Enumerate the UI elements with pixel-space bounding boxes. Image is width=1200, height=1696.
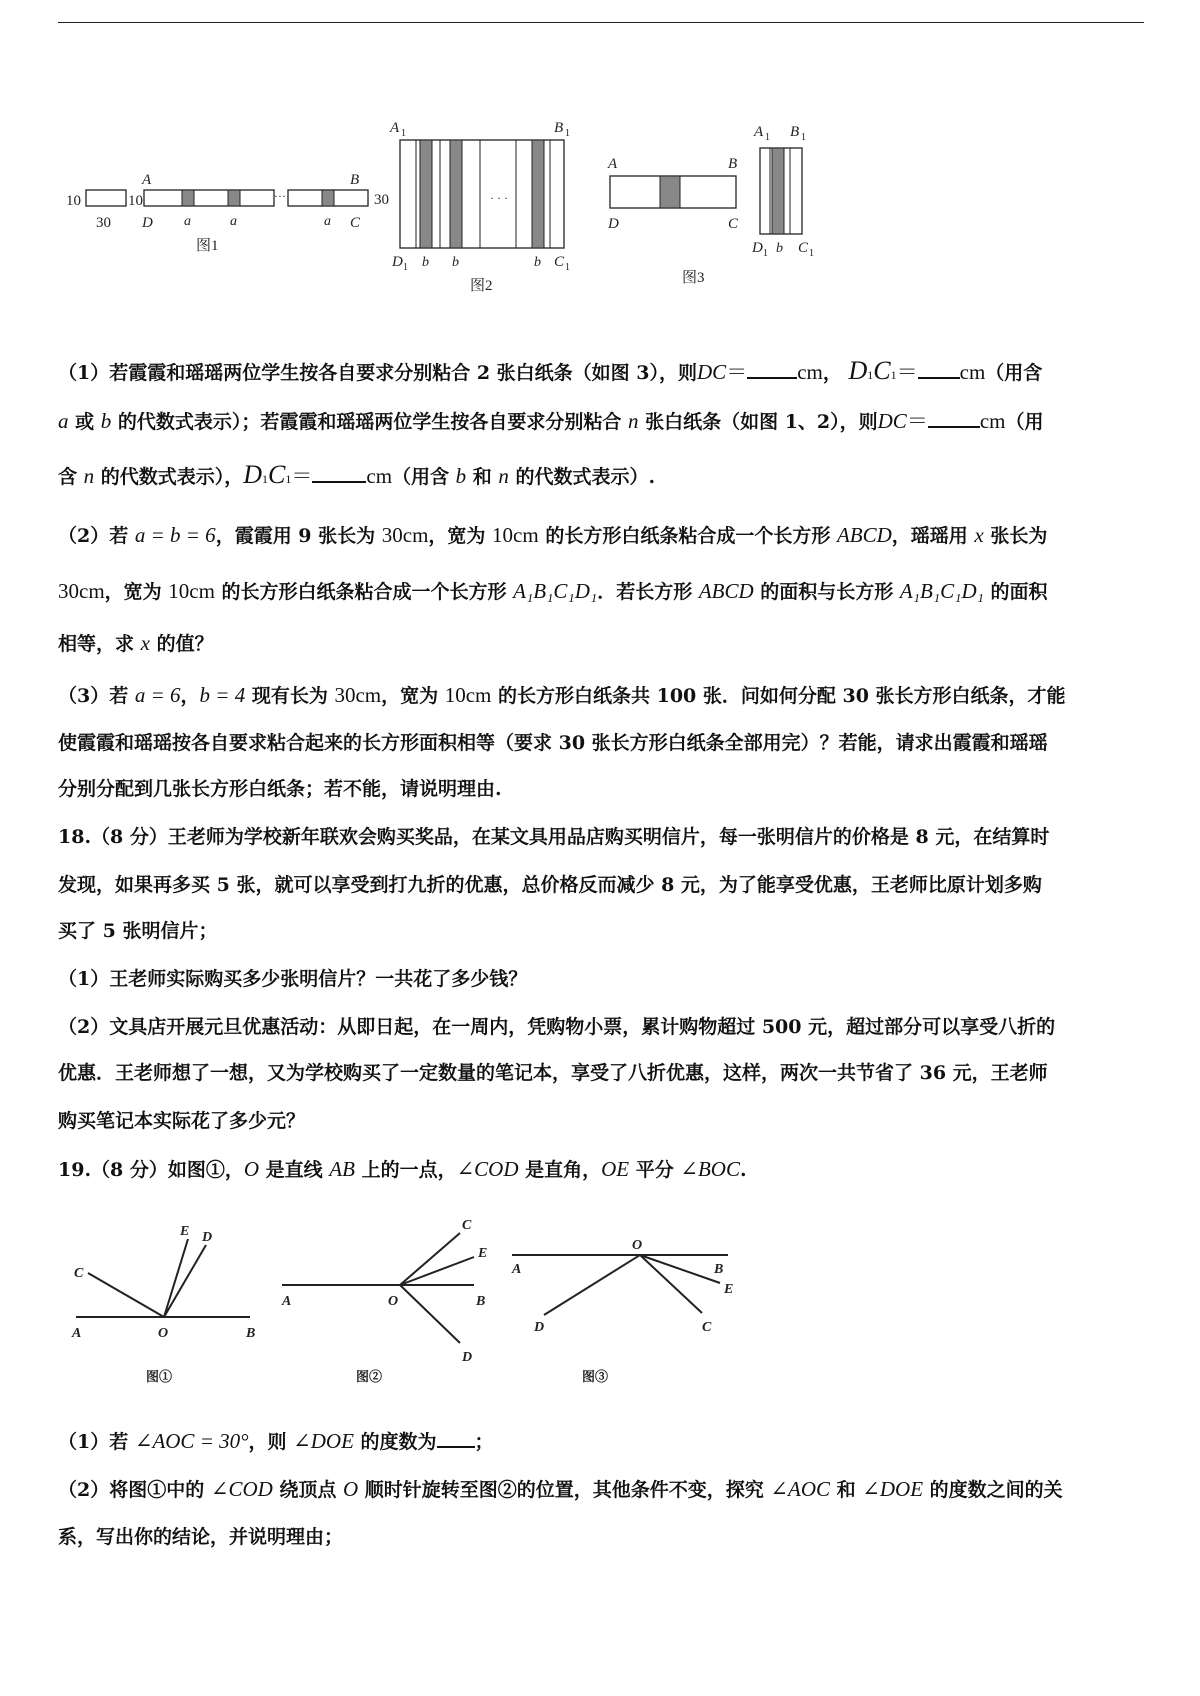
q17-part2-line1: （2）若 a = b = 6，霞霞用 9 张长为 30cm，宽为 10cm 的长方形白纸条粘合成一个长方形 ABCD，瑶瑶用 x 张长为: [58, 523, 1048, 547]
svg-text:1: 1: [403, 262, 408, 273]
figure-2: [374, 120, 570, 294]
angle-figure-1-caption: 图①: [146, 1369, 173, 1384]
svg-text:B: B: [246, 1326, 256, 1341]
fig3-label-C1: C: [798, 240, 809, 256]
q17-part3-line3: 分别分配到几张长方形白纸条；若不能，请说明理由.: [58, 778, 502, 800]
svg-text:E: E: [478, 1246, 488, 1261]
fig2-overlap-3: [532, 140, 544, 248]
angle-figure-3: [511, 1238, 733, 1384]
fig3-label-A: A: [608, 156, 618, 172]
angle-figure-3-caption: 图③: [582, 1369, 609, 1384]
fig1-width-label-2: 10: [128, 193, 143, 209]
q17-part1-line3: 含 n 的代数式表示），D1C1＝ cm（用含 b 和 n 的代数式表示）.: [58, 460, 656, 489]
fig1-width-label: 10: [66, 193, 81, 209]
fig1-overlap-3: [322, 190, 334, 206]
q19-stem: 19.（8 分）如图①，O 是直线 AB 上的一点，∠COD 是直角，OE 平分 ∠BOC.: [58, 1157, 747, 1181]
q17-part1-line2: a 或 b 的代数式表示）；若霞霞和瑶瑶两位学生按各自要求分别粘合 n 张白纸条（如图 1、2），则DC＝ cm（用: [58, 409, 1044, 433]
fig3-label-A1: A: [754, 124, 764, 140]
q17-part2-line2: 30cm，宽为 10cm 的长方形白纸条粘合成一个长方形 A₁B₁C₁D₁．若长方形 ABCD 的面积与长方形 A₁B₁C₁D₁ 的面积: [58, 579, 1048, 603]
svg-text:O: O: [388, 1294, 399, 1309]
angle-figure-1: [71, 1224, 255, 1384]
fig1-label-a3: a: [324, 214, 331, 229]
q17-part2-line3: 相等，求 x 的值？: [58, 631, 214, 655]
svg-text:1: 1: [763, 248, 768, 259]
svg-text:B: B: [714, 1262, 724, 1277]
fig3-label-D1: D: [752, 240, 763, 256]
svg-text:1: 1: [765, 132, 770, 143]
fig2-label-b1: b: [422, 255, 429, 270]
fig1-strip-chain-left: [144, 190, 274, 206]
fig3-label-B1: B: [790, 124, 800, 140]
svg-text:E: E: [724, 1282, 734, 1297]
svg-text:A: A: [282, 1294, 292, 1309]
fig2-overlap-1: [420, 140, 432, 248]
fig1-label-C: C: [350, 215, 361, 231]
q17-part3-line1: （3）若 a = 6，b = 4 现有长为 30cm，宽为 10cm 的长方形白纸条共 100 张．问如何分配 30 张长方形白纸条，才能: [58, 683, 1066, 707]
fig1-label-A: A: [142, 172, 152, 188]
angle-figure-2-caption: 图②: [356, 1369, 383, 1384]
svg-text:C: C: [74, 1266, 84, 1281]
fig1-length-label: 30: [96, 215, 111, 231]
fig3-caption: 图3: [682, 270, 705, 286]
figure-1: [66, 172, 368, 254]
fig2-label-D1: D: [392, 254, 403, 270]
svg-text:D: D: [534, 1320, 545, 1335]
angle-figure-2: [281, 1218, 487, 1384]
q19-sub2-line2: 系，写出你的结论，并说明理由；: [58, 1526, 344, 1548]
fig2-label-b3: b: [534, 255, 541, 270]
fig3-label-b: b: [776, 241, 783, 256]
svg-text:1: 1: [801, 132, 806, 143]
top-rule: [58, 22, 1144, 23]
fig1-caption: 图1: [196, 238, 219, 254]
fig1-label-a1: a: [184, 214, 191, 229]
svg-text:A: A: [512, 1262, 522, 1277]
fig2-label-B1: B: [554, 120, 564, 136]
svg-text:1: 1: [565, 262, 570, 273]
svg-text:O: O: [632, 1238, 643, 1253]
fig1-overlap-2: [228, 190, 240, 206]
svg-text:1: 1: [809, 248, 814, 259]
fig2-label-C1: C: [554, 254, 565, 270]
fig2-caption: 图2: [470, 278, 493, 294]
fig3-label-C: C: [728, 216, 739, 232]
fig1-label-B: B: [350, 172, 360, 188]
svg-text:1: 1: [401, 128, 406, 139]
fig1-overlap-1: [182, 190, 194, 206]
fig3-overlap-vertical: [772, 148, 784, 234]
fig2-label-b2: b: [452, 255, 459, 270]
strip-figures: [60, 110, 900, 320]
q19-sub1: （1）若 ∠AOC = 30°，则 ∠DOE 的度数为 ；: [58, 1429, 494, 1453]
figure-3: [607, 124, 814, 286]
angle-figures: [60, 1205, 760, 1400]
q18-sub1: （1）王老师实际购买多少张明信片？一共花了多少钱？: [58, 968, 528, 990]
fig2-side-label: 30: [374, 192, 389, 208]
svg-text:A: A: [72, 1326, 82, 1341]
fig2-label-A1: A: [390, 120, 400, 136]
q18-sub2-line2: 优惠．王老师想了一想，又为学校购买了一定数量的笔记本，享受了八折优惠，这样，两次一共节省了 36 元，王老师: [58, 1062, 1048, 1084]
fig1-single-strip: [86, 190, 126, 206]
q18-sub2-line3: 购买笔记本实际花了多少元？: [58, 1110, 306, 1132]
svg-text:E: E: [180, 1224, 190, 1239]
q17-part3-line2: 使霞霞和瑶瑶按各自要求粘合起来的长方形面积相等（要求 30 张长方形白纸条全部用完）？若能，请求出霞霞和瑶瑶: [58, 732, 1048, 754]
fig3-label-B: B: [728, 156, 738, 172]
fig3-overlap-horizontal: [660, 176, 680, 208]
fig1-label-D: D: [142, 215, 153, 231]
q18-line1: 18.（8 分）王老师为学校新年联欢会购买奖品，在某文具用品店购买明信片，每一张明信片的价格是 8 元，在结算时: [58, 826, 1050, 848]
svg-text:C: C: [702, 1320, 712, 1335]
svg-text:D: D: [202, 1230, 213, 1245]
svg-text:C: C: [462, 1218, 472, 1233]
fig1-dots: ···: [274, 189, 286, 203]
svg-text:1: 1: [565, 128, 570, 139]
q17-part1-line1: （1）若霞霞和瑶瑶两位学生按各自要求分别粘合 2 张白纸条（如图 3），则DC＝ cm， D1C1＝ cm（用含: [58, 356, 1043, 385]
q18-sub2-line1: （2）文具店开展元旦优惠活动：从即日起，在一周内，凭购物小票，累计购物超过 500 元，超过部分可以享受八折的: [58, 1016, 1056, 1038]
q18-line2: 发现，如果再多买 5 张，就可以享受到打九折的优惠，总价格反而减少 8 元，为了能享受优惠，王老师比原计划多购: [58, 874, 1042, 896]
fig1-label-a2: a: [230, 214, 237, 229]
fig2-overlap-2: [450, 140, 462, 248]
fig3-label-D: D: [608, 216, 619, 232]
svg-text:O: O: [158, 1326, 169, 1341]
svg-text:B: B: [476, 1294, 486, 1309]
q18-line3: 买了 5 张明信片；: [58, 920, 218, 942]
svg-text:D: D: [462, 1350, 473, 1365]
fig2-dots: · · ·: [490, 191, 508, 205]
q19-sub2-line1: （2）将图①中的 ∠COD 绕顶点 O 顺时针旋转至图②的位置，其他条件不变，探究 ∠AOC 和 ∠DOE 的度数之间的关: [58, 1477, 1063, 1501]
